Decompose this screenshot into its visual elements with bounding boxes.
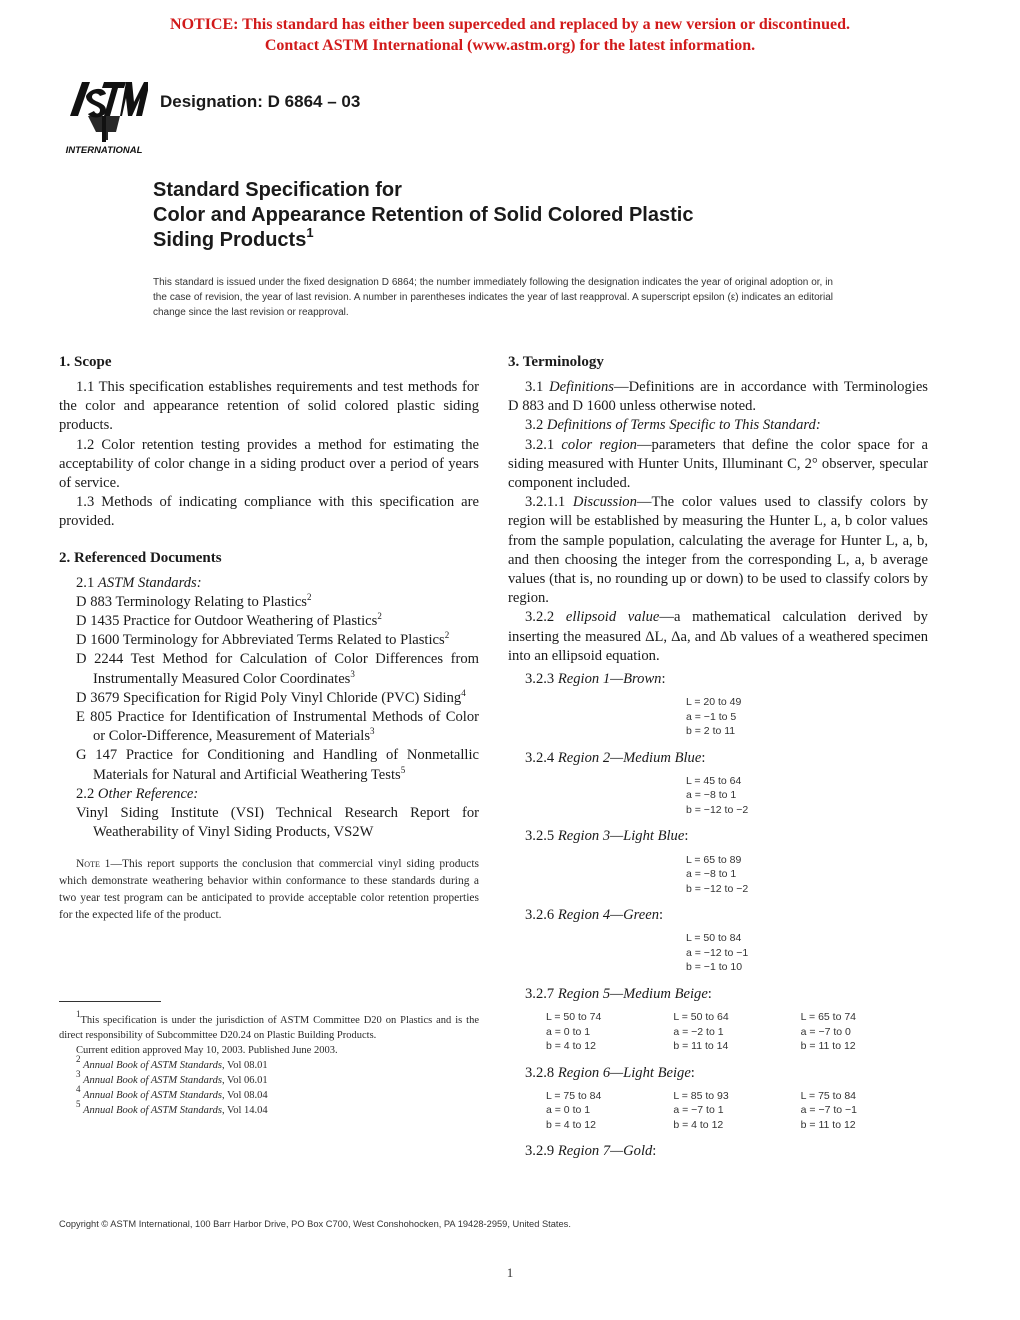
page-number: 1 (506, 1265, 514, 1280)
scope-heading: 1. Scope (59, 354, 112, 370)
def-3-2: 3.2 Definitions of Terms Specific to This Standard: (525, 417, 821, 434)
region-heading: 3.2.9 Region 7—Gold: (525, 1143, 657, 1160)
document-title (153, 178, 913, 253)
refdocs-2-1-num: 2.1 (76, 574, 95, 591)
terminology-heading: 3. Terminology (508, 354, 604, 370)
note-label: Note 1 (76, 858, 111, 871)
logo-caption: INTERNATIONAL (65, 145, 143, 156)
note-text: —This report supports the conclusion that commercial vinyl siding products which demonstrate weathering behavior within conformance to these standards during a two year test program can be anticipated to provide acceptable color retention properties for the expected life of the product. (59, 858, 479, 922)
left-column (59, 350, 479, 924)
def-3-2-1-1: 3.2.1.1 Discussion—The color values used to classify colors by region will be established by measuring the Hunter L, a, b color values from the sample population, calculating the average for Hunter L, a, b, and then choosing the integer from the corresponding L, a, b average values (that is, no rounding up or down) to be used to classify colors by region. (508, 494, 929, 607)
footnote-3: $^3$ Annual Book of ASTM Standards, Vol 06.01 (76, 1069, 268, 1086)
title-footnote-ref: 1 (306, 225, 314, 240)
region-heading: 3.2.6 Region 4—Green: (525, 907, 664, 924)
reference-item: E 805 Practice for Identification of Instrumental Methods of Color or Color-Difference, Measurement of Materials$^3$ (76, 709, 479, 745)
reference-item: D 3679 Specification for Rigid Poly Vinyl Chloride (PVC) Siding$^4$ (76, 687, 466, 706)
scope-1-1: 1.1 This specification establishes requirements and test methods for the color and appearance retention of solid colored plastic siding products. (59, 379, 479, 434)
footnote-4: $^4$ Annual Book of ASTM Standards, Vol 08.04 (76, 1084, 268, 1101)
scope-1-3: 1.3 Methods of indicating compliance with this specification are provided. (59, 494, 479, 530)
designation: Designation: D 6864 – 03 (160, 92, 361, 111)
notice-line-2: Contact ASTM International (www.astm.org) for the latest information. (264, 37, 756, 54)
footnote-5: $^5$ Annual Book of ASTM Standards, Vol 14.04 (76, 1099, 268, 1116)
copyright: Copyright © ASTM International, 100 Barr Harbor Drive, PO Box C700, West Conshohocken, PA 19428-2959, United States. (59, 1219, 571, 1229)
supersede-notice (0, 14, 1020, 56)
reference-item: D 1435 Practice for Outdoor Weathering of Plastics$^2$ (76, 611, 382, 630)
reference-list (59, 593, 479, 785)
footnote-rule (59, 1001, 161, 1002)
refdocs-2-1-label: ASTM Standards: (97, 574, 202, 591)
region-heading: 3.2.5 Region 3—Light Blue: (525, 828, 689, 845)
def-3-1: 3.1 Definitions—Definitions are in accordance with Terminologies D 883 and D 1600 unless otherwise noted. (508, 379, 928, 415)
region-values: L = 45 to 64 a = −8 to 1 b = −12 to −2 (686, 774, 749, 816)
region-values: L = 20 to 49 a = −1 to 5 b = 2 to 11 (686, 696, 742, 738)
def-3-2-1: 3.2.1 color region—parameters that define the color space for a siding measured with Hunter Units, Illuminant C, 2° observer, specular component included. (508, 436, 928, 492)
other-reference: Vinyl Siding Institute (VSI) Technical Research Report for Weatherability of Vinyl Siding Products, VS2W (76, 805, 479, 841)
refdocs-2-2-label: Other Reference: (97, 785, 199, 802)
title-line-2: Color and Appearance Retention of Solid Colored Plastic (153, 204, 694, 226)
region-values: L = 50 to 74 a = 0 to 1 b = 4 to 12 L = 50 to 64 a = −2 to 1 b = 11 to 14 L = 65 to 74 a = −7 to 0 b = 11 to 12 (546, 1011, 857, 1053)
reference-item: D 1600 Terminology for Abbreviated Terms Related to Plastics$^2$ (76, 630, 450, 649)
astm-logo (60, 76, 148, 156)
region-heading: 3.2.8 Region 6—Light Beige: (525, 1064, 695, 1081)
region-heading: 3.2.4 Region 2—Medium Blue: (525, 749, 706, 766)
refdocs-2-2-num: 2.2 (76, 785, 95, 802)
note-1 (59, 856, 479, 924)
refdocs-heading: 2. Referenced Documents (59, 549, 222, 566)
reference-item: D 883 Terminology Relating to Plastics$^2$ (76, 591, 312, 610)
region-heading: 3.2.3 Region 1—Brown: (525, 671, 666, 688)
region-values: L = 50 to 84 a = −12 to −1 b = −1 to 10 (686, 932, 749, 974)
reference-item: D 2244 Test Method for Calculation of Color Differences from Instrumentally Measured Color Coordinates$^3$ (76, 651, 479, 687)
title-line-3: Siding Products (153, 229, 307, 251)
notice-line-1: NOTICE: This standard has either been superceded and replaced by a new version or discontinued. (170, 16, 850, 33)
def-3-2-2: 3.2.2 ellipsoid value—a mathematical calculation derived by inserting the measured ΔL, Δa, and Δb values of a weathered specimen into an ellipsoid equation. (508, 609, 928, 664)
region-heading: 3.2.7 Region 5—Medium Beige: (525, 985, 712, 1002)
footnote-1b: Current edition approved May 10, 2003. Published June 2003. (76, 1045, 338, 1056)
scope-1-2: 1.2 Color retention testing provides a method for estimating the acceptability of color change in a siding product over a period of years of service. (59, 436, 479, 492)
preamble: This standard is issued under the fixed designation D 6864; the number immediately following the designation indicates the year of original adoption or, in the case of revision, the year of last revision. A number in parentheses indicates the year of last reapproval. A superscript epsilon (ε) indicates an editorial change since the last revision or reapproval. (153, 277, 833, 318)
reference-item: G 147 Practice for Conditioning and Handling of Nonmetallic Materials for Natural and Artificial Weathering Tests$^5$ (76, 747, 479, 783)
title-line-1: Standard Specification for (153, 179, 402, 201)
footnotes (59, 1009, 479, 1118)
footnote-2: $^2$ Annual Book of ASTM Standards, Vol 08.01 (76, 1054, 268, 1071)
region-values: L = 65 to 89 a = −8 to 1 b = −12 to −2 (686, 853, 749, 895)
region-values: L = 75 to 84 a = 0 to 1 b = 4 to 12 L = 85 to 93 a = −7 to 1 b = 4 to 12 L = 75 to 84 a = −7 to −1 b = 11 to 12 (546, 1089, 857, 1131)
right-column (508, 350, 928, 1161)
footnote-1: $^1$This specification is under the jurisdiction of ASTM Committee D20 on Plastics and is the direct responsibility of Subcommittee D20.24 on Plastic Building Products. (59, 1009, 479, 1041)
